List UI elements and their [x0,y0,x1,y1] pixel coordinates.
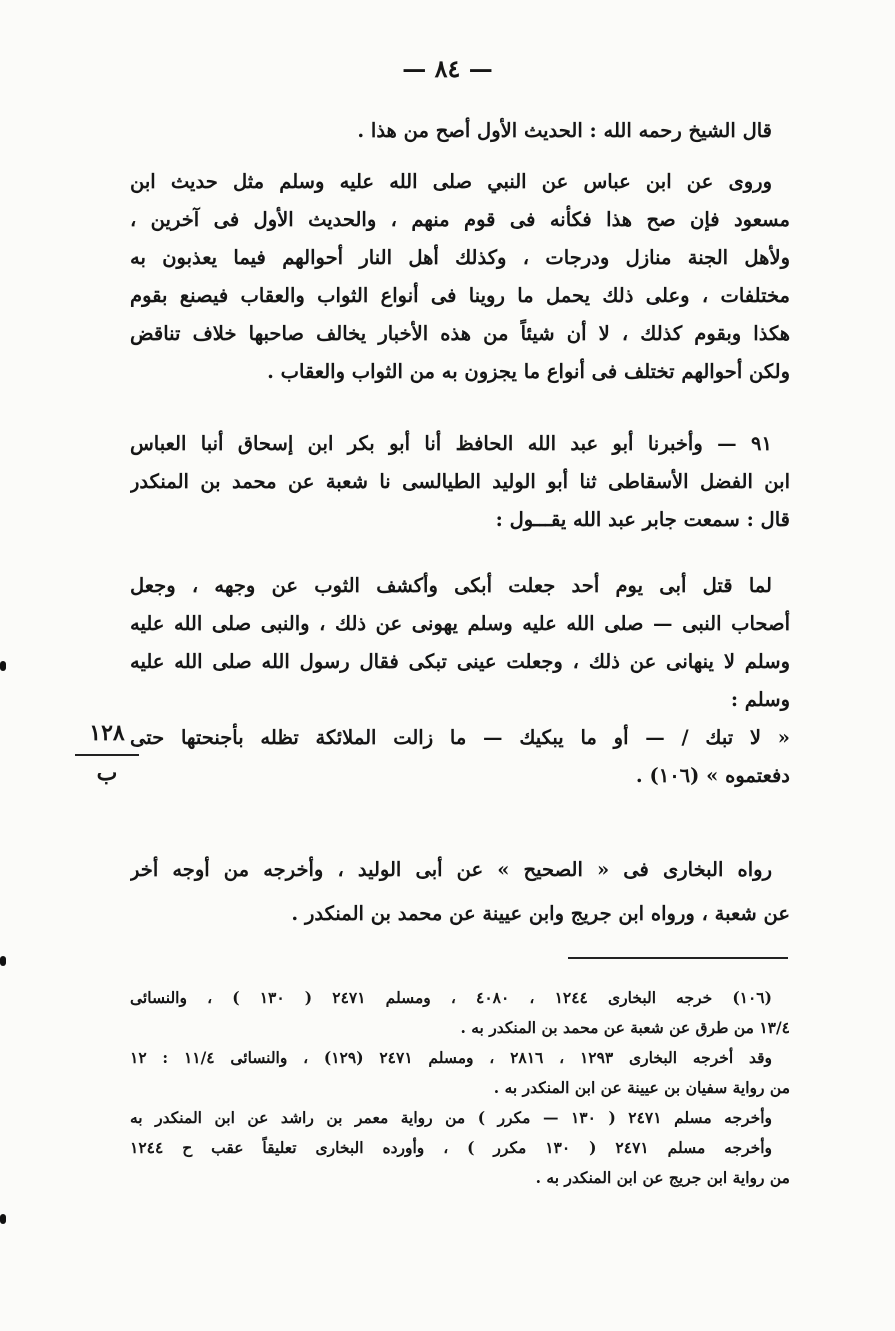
folio-side: ب [96,760,118,786]
text-line: دفعتموه » (١٠٦) . [635,764,790,787]
scan-mark [0,1214,6,1224]
footnote-line: من رواية سفيان بن عيينة عن ابن المنكدر به . [493,1078,790,1097]
paragraph-opinion [130,113,790,149]
footnote-line: من رواية ابن جريج عن ابن المنكدر به . [535,1168,790,1187]
text-line: وسلم : [730,688,790,711]
footnote-separator [568,957,788,959]
text-line: وروى عن ابن عباس عن النبي صلى الله عليه وسلم مثل حديث ابن [130,170,772,193]
footnotes [130,983,790,1193]
scan-mark [0,661,6,671]
text-line: مسعود فإن صح هذا فكأنه فى قوم منهم ، والحديث الأول فى آخرين ، [130,208,790,231]
text-line: ٩١ — وأخبرنا أبو عبد الله الحافظ أنا أبو بكر ابن إسحاق أنبا العباس [130,432,772,455]
text-line: ولأهل الجنة منازل ودرجات ، وكذلك أهل النار أحوالهم فيما يعذبون به [130,246,790,269]
text-line: ابن الفضل الأسقاطى ثنا أبو الوليد الطيالسى نا شعبة عن محمد بن المنكدر [130,470,790,493]
manuscript-folio-note [72,720,142,792]
folio-number: ١٢٨ [89,720,125,746]
folio-divider [75,754,139,756]
paragraph-ibn-abbas [130,163,790,391]
footnote-line: ١٣/٤ من طرق عن شعبة عن محمد بن المنكدر به . [460,1018,790,1037]
footnote-line: وقد أخرجه البخارى ١٢٩٣ ، ٢٨١٦ ، ومسلم ٢٤٧١ (١٢٩) ، والنسائى ١١/٤ : ١٢ [130,1048,773,1067]
text-line: قال : سمعت جابر عبد الله يقـــول : [495,508,790,531]
text-line: « لا تبك / — أو ما يبكيك — ما زالت الملائكة تظله بأجنحتها حتى [130,726,790,749]
paragraph-hadith-matn [130,567,790,795]
text-line: عن شعبة ، ورواه ابن جريج وابن عيينة عن محمد بن المنكدر . [291,902,790,925]
text-line: قال الشيخ رحمه الله : الحديث الأول أصح من هذا . [357,119,772,142]
paragraph-bukhari-narration [130,848,790,936]
footnote-line: وأخرجه مسلم ٢٤٧١ ( ١٣٠ — مكرر ) من رواية معمر بن راشد عن ابن المنكدر به [130,1108,772,1127]
text-line: مختلفات ، وعلى ذلك يحمل ما روينا فى أنواع الثواب والعقاب فيصنع بقوم [130,284,790,307]
footnote-line: (١٠٦) خرجه البخارى ١٢٤٤ ، ٤٠٨٠ ، ومسلم ٢٤٧١ ( ١٣٠ ) ، والنسائى [130,988,772,1007]
footnote-line: وأخرجه مسلم ٢٤٧١ ( ١٣٠ مكرر ) ، وأورده البخارى تعليقاً عقب ح ١٢٤٤ [130,1138,772,1157]
text-line: هكذا وبقوم كذلك ، لا أن شيئاً من هذه الأخبار يخالف صاحبها خلاف تناقض [130,322,790,345]
text-line: أصحاب النبى — صلى الله عليه وسلم يهونى عن ذلك ، والنبى صلى الله عليه [130,612,790,635]
text-line: لما قتل أبى يوم أحد جعلت أبكى وأكشف الثوب عن وجهه ، وجعل [130,574,772,597]
scan-mark [0,956,6,966]
text-line: ولكن أحوالهم تختلف فى أنواع ما يجزون به من الثواب والعقاب . [267,360,790,383]
paragraph-hadith-91-isnad [130,425,790,539]
text-line: وسلم لا ينهانى عن ذلك ، وجعلت عينى تبكى فقال رسول الله صلى الله عليه [130,650,790,673]
page-number: — ٨٤ — [402,54,493,83]
text-line: رواه البخارى فى « الصحيح » عن أبى الوليد ، وأخرجه من أوجه أخر [130,858,772,881]
